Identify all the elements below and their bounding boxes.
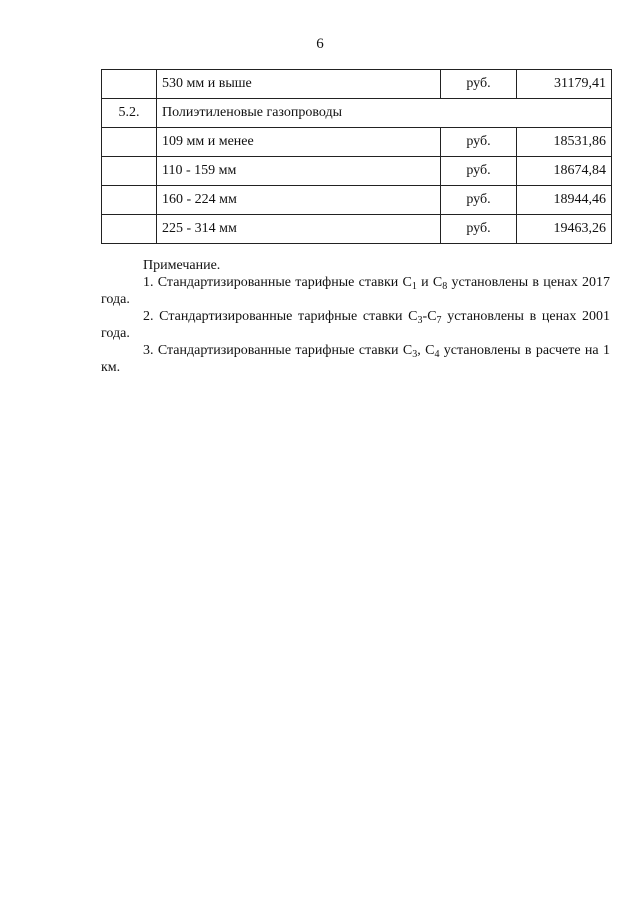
page-number: 6 (316, 36, 324, 52)
rate-value-cell: 18531,86 (517, 128, 612, 157)
unit-cell: руб. (441, 157, 517, 186)
note-1: 1. Стандартизированные тарифные ставки $С_1$ и $С_8$ установлены в ценах 2017 года. (101, 275, 610, 307)
item-name-cell: 530 мм и выше (157, 70, 441, 99)
unit-cell: руб. (441, 186, 517, 215)
note-2: 2. Стандартизированные тарифные ставки $С_3-С_7$ установлены в ценах 2001 года. (101, 309, 610, 341)
rate-value-cell: 19463,26 (517, 215, 612, 244)
row-number-cell (102, 157, 157, 186)
rate-value-cell: 31179,41 (517, 70, 612, 99)
row-number-cell (102, 70, 157, 99)
tariff-table (101, 69, 612, 244)
item-name-cell: 110 - 159 мм (157, 157, 441, 186)
table-row (102, 157, 612, 186)
notes-title: Примечание. (143, 258, 221, 273)
table-row (102, 186, 612, 215)
row-number-cell (102, 186, 157, 215)
item-name-cell: 225 - 314 мм (157, 215, 441, 244)
rate-value-cell: 18674,84 (517, 157, 612, 186)
notes-section (101, 257, 610, 376)
row-number-cell (102, 128, 157, 157)
item-name-cell: 109 мм и менее (157, 128, 441, 157)
table-row (102, 99, 612, 128)
unit-cell: руб. (441, 128, 517, 157)
row-number-cell: 5.2. (102, 99, 157, 128)
table-row (102, 70, 612, 99)
note-3: 3. Стандартизированные тарифные ставки $С_3$, $С_4$ установлены в расчете на 1 км. (101, 343, 610, 375)
section-title-cell: Полиэтиленовые газопроводы (157, 99, 612, 128)
item-name-cell: 160 - 224 мм (157, 186, 441, 215)
unit-cell: руб. (441, 70, 517, 99)
unit-cell: руб. (441, 215, 517, 244)
row-number-cell (102, 215, 157, 244)
rate-value-cell: 18944,46 (517, 186, 612, 215)
table-row (102, 215, 612, 244)
table-row (102, 128, 612, 157)
